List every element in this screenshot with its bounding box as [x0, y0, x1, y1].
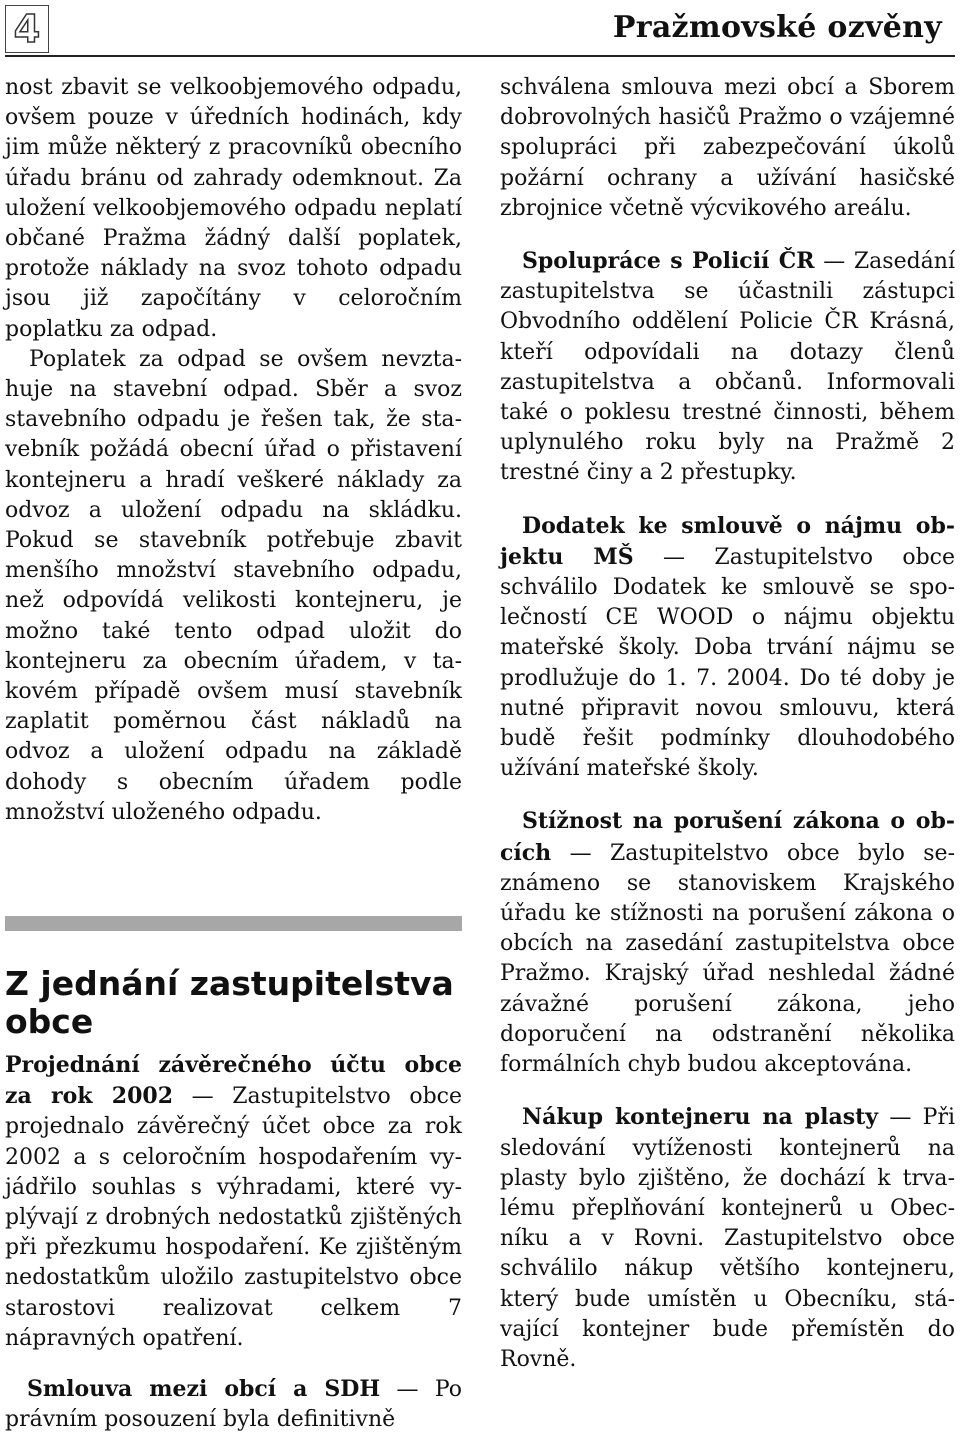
left-paragraph-2: Poplatek za odpad se ovšem nevztahuje na stavební odpad. Sběr a svoz stavebního odpadu je řešen tak, že stavebník požádá obecní úřad o přistavení kontejneru a hradí veškeré náklady za odvoz a uložení odpadu na skládku. Pokud se stavebník potřebuje zbavit menšího množství stavebního odpadu, než odpovídá velikosti kontejneru, je možno také tento odpad uložit do kontejneru za obecním úřadem, v takovém případě ovšem musí stavebník zaplatit poměrnou část nákladů na odvoz a uložení odpadu na základě dohody s obecním úřadem podle množství uloženého odpadu.	[5, 346, 462, 825]
page-number: 4	[13, 7, 41, 51]
header-rule	[5, 55, 955, 57]
right-column	[500, 73, 955, 1375]
section-heading: Z jednání zastupitelstva obce	[5, 964, 454, 1041]
section-divider-bar	[5, 916, 462, 931]
left-column	[5, 73, 462, 828]
page-number-box	[5, 5, 49, 53]
article-text: Zastupitelstvo obce projednalo závěrečný účet obce za rok 2002 a s celoročním hospodařením vyjádřilo souhlas s výhradami, které vyplývají z drobných nedostatků zjištěných při přezkumu hospodaření. Ke zjištěným nedostatkům uložilo zastupitelstvo obce starostovi realizovat celkem 7 nápravných opatření.	[5, 1084, 462, 1351]
article-title: Dodatek ke smlouvě o nájmu objektu MŠ	[500, 512, 955, 570]
article-text: Po právním posouzení byla definitivně	[5, 1377, 462, 1433]
article-title: Stížnost na porušení zákona o obcích	[500, 808, 955, 866]
article-text: Při sledování vytíženosti kontejnerů na plasty bylo zjištěno, že dochází k trvalému přeplňování kontejnerů u Obecníku a v Rovni. Zastupitelstvo obce schválilo nákup většího kontejneru, který bude umístěn u Obecníku, stávající kontejner bude přemístěn do Rovně.	[500, 1105, 955, 1372]
article-title: Spolupráce s Policií ČR	[522, 248, 815, 275]
article-item: Nákup kontejneru na plasty — Při sledování vytíženosti kontejnerů na plasty bylo zjištěno, že dochází k trvalému přeplňování kontejnerů u Obecníku a v Rovni. Zastupitelstvo obce schválilo nákup většího kontejneru, který bude umístěn u Obecníku, stávající kontejner bude přemístěn do Rovně.	[500, 1104, 955, 1372]
article-item: Projednání závěrečného účtu obce za rok 2002 — Zastupitelstvo obce projednalo závěrečný účet obce za rok 2002 a s celoročním hospodařením vyjádřilo souhlas s výhradami, které vyplývají z drobných nedostatků zjištěných při přezkumu hospodaření. Ke zjištěným nedostatkům uložilo zastupitelstvo obce starostovi realizovat celkem 7 nápravných opatření.	[5, 1052, 462, 1351]
article-item: Dodatek ke smlouvě o nájmu objektu MŠ — Zastupitelstvo obce schválilo Dodatek ke smlouvě se společností CE WOOD o nájmu objektu mateřské školy. Doba trvání nájmu se prodlužuje do 1. 7. 2004. Do té doby je nutné připravit novou smlouvu, která budě řešit podmínky dlouhodobého užívání mateřské školy.	[500, 512, 955, 782]
right-continuation: schválena smlouva mezi obcí a Sborem dobrovolných hasičů Pražmo o vzájemné spolupráci při zabezpečování úkolů požární ochrany a užívání hasičské zbrojnice včetně výcvikového areálu.	[500, 75, 955, 221]
article-item: Stížnost na porušení zákona o obcích — Zastupitelstvo obce bylo seznámeno se stanoviskem Krajského úřadu ke stížnosti na porušení zákona o obcích na zasedání zastupitelstva obce Pražmo. Krajský úřad neshledal žádné závažné porušení zákona, jeho doporučení na odstranění několika formálních chyb budou akceptována.	[500, 808, 955, 1078]
article-text: Zasedání zastupitelstva se účastnili zástupci Obvodního oddělení Policie ČR Krásná, kteří odpovídali na dotazy členů zastupitelstva a občanů. Informovali také o poklesu trestné činnosti, během uplynulého roku byly na Pražmě 2 trestné činy a 2 přestupky.	[500, 249, 955, 486]
article-title: Smlouva mezi obcí a SDH	[27, 1376, 381, 1403]
left-paragraph-1: nost zbavit se velkoobjemového odpadu, ovšem pouze v úředních hodinách, kdy jim může některý z pracovníků obecního úřadu bránu od zahrady odemknout. Za uložení velkoobjemového odpadu neplatí občané Pražma žádný další poplatek, protože náklady na svoz tohoto odpadu jsou již započítány v celoročním poplatku za odpad.	[5, 75, 462, 342]
article-title: Nákup kontejneru na plasty	[522, 1104, 879, 1131]
article-item: Spolupráce s Policií ČR — Zasedání zastupitelstva se účastnili zástupci Obvodního oddělení Policie ČR Krásná, kteří odpovídali na dotazy členů zastupitelstva a občanů. Informovali také o poklesu trestné činnosti, během uplynulého roku byly na Pražmě 2 trestné činy a 2 přestupky.	[500, 248, 955, 486]
article-title: Projednání závěrečného účtu obce za rok 2002	[5, 1052, 462, 1110]
article-text: Zastupitelstvo obce schválilo Dodatek ke smlouvě se společností CE WOOD o nájmu objektu mateřské školy. Doba trvání nájmu se prodlužuje do 1. 7. 2004. Do té doby je nutné připravit novou smlouvu, která budě řešit podmínky dlouhodobého užívání mateřské školy.	[500, 544, 955, 782]
article-text: Zastupitelstvo obce bylo seznámeno se stanoviskem Krajského úřadu ke stížnosti na porušení zákona o obcích na zasedání zastupitelstva obce Pražmo. Krajský úřad neshledal žádné závažné porušení zákona, jeho doporučení na odstranění několika formálních chyb budou akceptována.	[500, 840, 955, 1078]
article-item: Smlouva mezi obcí a SDH — Po právním posouzení byla definitivně	[5, 1376, 462, 1433]
section-items	[5, 1050, 462, 1435]
magazine-title: Pražmovské ozvěny	[612, 10, 942, 45]
